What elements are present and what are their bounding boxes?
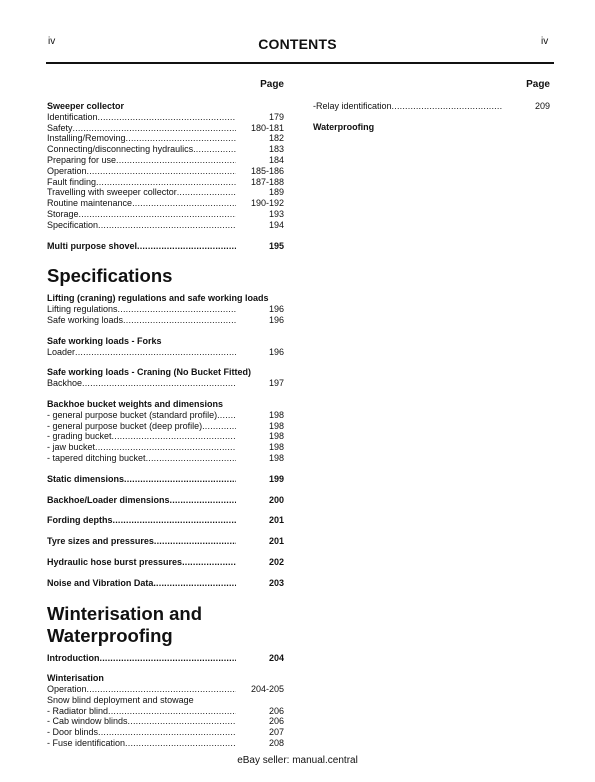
toc-entry-label: - Radiator blind [47,705,109,716]
toc-entry-page: 185-186 [250,165,284,176]
toc-section [47,367,284,389]
toc-entry-label: Operation [47,165,87,176]
toc-section-title[interactable]: Waterproofing [313,121,375,132]
toc-entry-page: 189 [268,187,284,198]
toc-section [47,399,284,464]
toc-entry-page: 190-192 [250,198,284,209]
dot-leader [202,421,236,432]
toc-section [47,673,284,749]
toc-entry-page: 182 [268,133,284,144]
toc-entry[interactable] [47,727,284,738]
toc-section-title: Safe working loads - Craning (No Bucket Fitted) [47,367,252,378]
toc-entry-page: 187-188 [250,176,284,187]
toc-entry[interactable] [47,133,284,144]
dot-leader [182,557,236,568]
toc-entry-page: 197 [268,378,284,389]
toc-entry-page: 196 [268,304,284,315]
toc-entry-page: 198 [268,452,284,463]
toc-entry[interactable] [47,378,284,389]
toc-entry-page: 206 [268,705,284,716]
dot-leader [132,198,236,209]
toc-entry[interactable] [47,410,284,421]
toc-entry-label: Snow blind deployment and stowage [47,694,194,705]
toc-section [47,474,284,485]
toc-section [313,122,550,133]
toc-entry-page: 196 [268,346,284,357]
toc-entry-label: Multi purpose shovel [47,240,138,251]
toc-entry-label: Hydraulic hose burst pressures [47,556,183,567]
toc-section-title: Sweeper collector [47,101,125,111]
footer-seller: eBay seller: manual.central [237,755,358,766]
toc-entry-page: 201 [268,536,284,547]
page-number-left: iv [48,36,56,47]
dot-leader [113,515,237,526]
toc-entry[interactable] [47,177,284,188]
toc-section [47,578,284,589]
dot-leader [170,495,236,506]
toc-entry-label: Safety [47,122,73,133]
toc-entry[interactable] [47,684,284,695]
dot-leader [98,220,236,231]
toc-entry-page: 180-181 [250,122,284,133]
toc-entry[interactable] [47,209,284,220]
dot-leader [79,209,236,220]
toc-entry-label: Preparing for use [47,154,117,165]
toc-entry-label: Storage [47,208,79,219]
toc-entry-label: Loader [47,346,76,357]
dot-leader [118,304,236,315]
toc-entry[interactable] [47,716,284,727]
dot-leader [124,474,236,485]
toc-section-title: Safe working loads - Forks [47,335,162,346]
toc-entry-label: Noise and Vibration Data [47,577,154,588]
toc-entry[interactable] [47,453,284,464]
toc-entry-label: Routine maintenance [47,198,133,209]
dot-leader [392,101,502,112]
toc-entry-label: Introduction [47,652,100,663]
toc-entry[interactable] [47,155,284,166]
toc-entry-label: Identification [47,111,98,122]
toc-entry-label: - Cab window blinds [47,716,128,727]
toc-entry-label: Travelling with sweeper collector [47,187,177,198]
toc-entry-label: -Relay identification [313,101,392,111]
toc-column-left [47,79,284,749]
toc-entry-page: 195 [268,240,284,251]
dot-leader [108,706,236,717]
section-heading: Winterisation and Waterproofing [47,602,203,646]
section-heading: Specifications [47,265,173,287]
dot-leader [98,727,236,738]
dot-leader [146,453,236,464]
toc-section [47,241,284,252]
toc-entry[interactable] [47,738,284,749]
toc-entry-label: Installing/Removing [47,133,126,144]
toc-section [47,653,284,664]
title-rule [46,62,554,64]
toc-entry-page: 199 [268,473,284,484]
toc-entry[interactable] [47,112,284,123]
toc-entry-label: - grading bucket [47,431,112,442]
toc-entry[interactable] [47,421,284,432]
dot-leader [193,144,236,155]
dot-leader [126,133,236,144]
dot-leader [125,738,236,749]
toc-entry[interactable] [47,187,284,198]
toc-section-title: Winterisation [47,673,104,684]
toc-entry[interactable] [47,442,284,453]
toc-entry[interactable] [47,557,284,568]
toc-entry-page: 179 [268,111,284,122]
toc-entry[interactable] [47,474,284,485]
toc-entry-page: 201 [268,515,284,526]
toc-column-right [313,79,550,133]
toc-entry[interactable] [47,144,284,155]
dot-leader [153,578,236,589]
toc-entry[interactable] [47,123,284,134]
toc-entry-label: - general purpose bucket (standard profile) [47,409,218,420]
dot-leader [128,716,236,727]
toc-section [47,495,284,506]
toc-entry-label: - Door blinds [47,727,99,738]
toc-entry-label: - Fuse identification [47,738,126,749]
toc-entry[interactable] [47,515,284,526]
toc-entry-page: 194 [268,219,284,230]
toc-entry-label: Backhoe [47,378,83,389]
toc-entry-label: Connecting/disconnecting hydraulics [47,144,194,155]
toc-entry[interactable] [47,166,284,177]
toc-entry-label: Lifting regulations [47,304,118,315]
dot-leader [87,684,236,695]
toc-entry-page: 202 [268,556,284,567]
toc-section [313,101,550,112]
toc-entry-label: - jaw bucket [47,442,96,453]
toc-entry-label: Fault finding [47,176,97,187]
toc-entry-page: 208 [268,738,284,749]
toc-entry[interactable] [47,304,284,315]
toc-entry-page: 193 [268,208,284,219]
toc-entry[interactable] [47,431,284,442]
toc-section [47,557,284,568]
toc-entry-page: 209 [534,101,550,111]
toc-entry-label: - tapered ditching bucket [47,452,146,463]
toc-entry-label: Safe working loads [47,314,124,325]
toc-section [47,336,284,358]
dot-leader [87,166,236,177]
page-column-heading: Page [526,79,550,90]
dot-leader [123,315,236,326]
toc-entry-label: - general purpose bucket (deep profile) [47,420,203,431]
toc-entry-label: Tyre sizes and pressures [47,536,154,547]
page-title: CONTENTS [258,36,337,52]
toc-entry-label: Static dimensions [47,473,125,484]
toc-entry[interactable] [47,220,284,231]
dot-leader [96,177,236,188]
toc-entry-page: 198 [268,431,284,442]
dot-leader [82,378,236,389]
toc-entry-page: 184 [268,154,284,165]
toc-entry-page: 198 [268,442,284,453]
toc-entry[interactable] [47,695,284,706]
dot-leader [95,442,236,453]
toc-entry[interactable] [47,653,284,664]
toc-entry-label: Operation [47,684,87,695]
dot-leader [154,536,236,547]
toc-entry-label: Specification [47,219,99,230]
toc-entry[interactable] [313,101,550,112]
toc-entry[interactable] [47,347,284,358]
toc-entry[interactable] [47,198,284,209]
toc-entry-page: 198 [268,409,284,420]
toc-entry-page: 206 [268,716,284,727]
toc-section [47,536,284,547]
toc-entry[interactable] [47,706,284,717]
dot-leader [73,123,236,134]
toc-entry-label: Fording depths [47,515,113,526]
dot-leader [112,431,236,442]
toc-entry-label: Backhoe/Loader dimensions [47,494,170,505]
page-number-right: iv [541,36,549,47]
toc-section-title: Backhoe bucket weights and dimensions [47,398,224,409]
toc-entry[interactable] [47,578,284,589]
toc-entry-page: 196 [268,314,284,325]
toc-entry-page: 198 [268,420,284,431]
dot-leader [75,347,236,358]
dot-leader [98,112,236,123]
toc-entry-page: 207 [268,727,284,738]
toc-entry-page: 204 [268,652,284,663]
toc-entry-page: 200 [268,494,284,505]
toc-entry-page: 204-205 [250,684,284,695]
dot-leader [100,653,237,664]
toc-entry[interactable] [47,241,284,252]
toc-entry[interactable] [47,495,284,506]
toc-section [47,101,284,231]
dot-leader [177,187,236,198]
page-column-heading: Page [260,79,284,90]
dot-leader [137,241,236,252]
toc-section-title: Lifting (craning) regulations and safe working loads [47,293,269,304]
toc-entry-page: 203 [268,577,284,588]
toc-entry[interactable] [47,536,284,547]
dot-leader [116,155,236,166]
toc-entry[interactable] [47,315,284,326]
toc-section [47,515,284,526]
toc-entry-page: 183 [268,144,284,155]
toc-section [47,293,284,325]
dot-leader [217,410,236,421]
